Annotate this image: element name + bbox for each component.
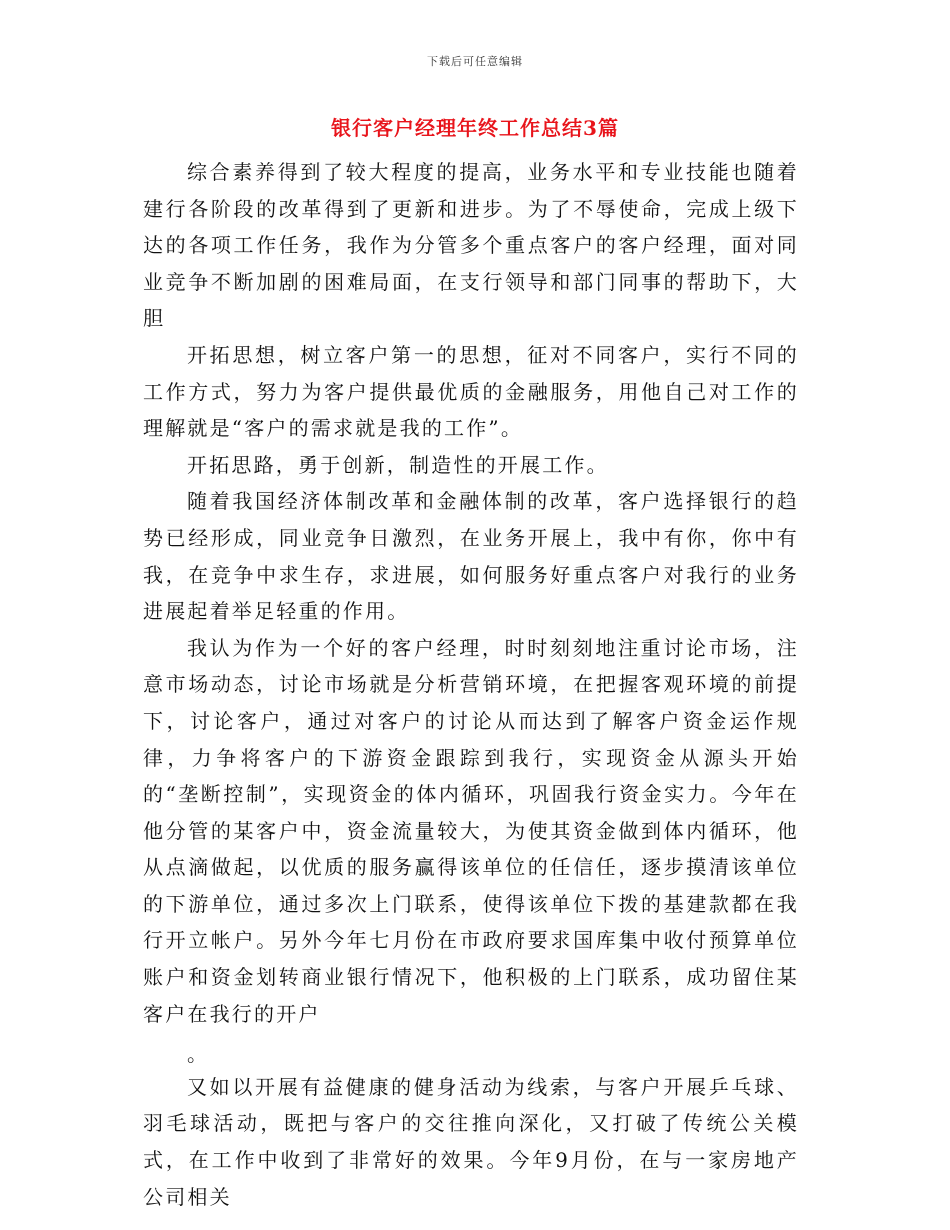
paragraph-2: 开拓思想，树立客户第一的思想，征对不同客户，实行不同的工作方式，努力为客户提供最优质的金融服务，用他自己对工作的理解就是“客户的需求就是我的工作”。 [143, 342, 799, 441]
paragraph-6: 。 [187, 1042, 210, 1067]
header-note: 下载后可任意编辑 [427, 55, 523, 68]
document-body [143, 154, 799, 1215]
paragraph-3: 开拓思路，勇于创新，制造性的开展工作。 [187, 452, 609, 477]
paragraph-1: 综合素养得到了较大程度的提高，业务水平和专业技能也随着建行各阶段的改革得到了更新和进步。为了不辱使命，完成上级下达的各项工作任务，我作为分管多个重点客户的客户经理，面对同业竞争不断加剧的困难局面，在支行领导和部门同事的帮助下，大胆 [143, 160, 799, 331]
paragraph-4: 随着我国经济体制改革和金融体制的改革，客户选择银行的趋势已经形成，同业竞争日激烈，在业务开展上，我中有你，你中有我，在竞争中求生存，求进展，如何服务好重点客户对我行的业务进展起着举足轻重的作用。 [143, 489, 799, 624]
paragraph-7: 又如以开展有益健康的健身活动为线索，与客户开展乒乓球、羽毛球活动，既把与客户的交往推向深化，又打破了传统公关模式，在工作中收到了非常好的效果。今年9月份，在与一家房地产公司相关 [143, 1074, 799, 1209]
document-title: 银行客户经理年终工作总结3篇 [331, 116, 619, 140]
paragraph-5: 我认为作为一个好的客户经理，时时刻刻地注重讨论市场，注意市场动态，讨论市场就是分析营销环境，在把握客观环境的前提下，讨论客户，通过对客户的讨论从而达到了解客户资金运作规律，力争将客户的下游资金跟踪到我行，实现资金从源头开始的“垄断控制”，实现资金的体内循环，巩固我行资金实力。今年在他分管的某客户中，资金流量较大，为使其资金做到体内循环，他从点滴做起，以优质的服务赢得该单位的任信任，逐步摸清该单位的下游单位，通过多次上门联系，使得该单位下拨的基建款都在我行开立帐户。另外今年七月份在市政府要求国库集中收付预算单位账户和资金划转商业银行情况下，他积极的上门联系，成功留住某客户在我行的开户 [143, 635, 799, 1026]
